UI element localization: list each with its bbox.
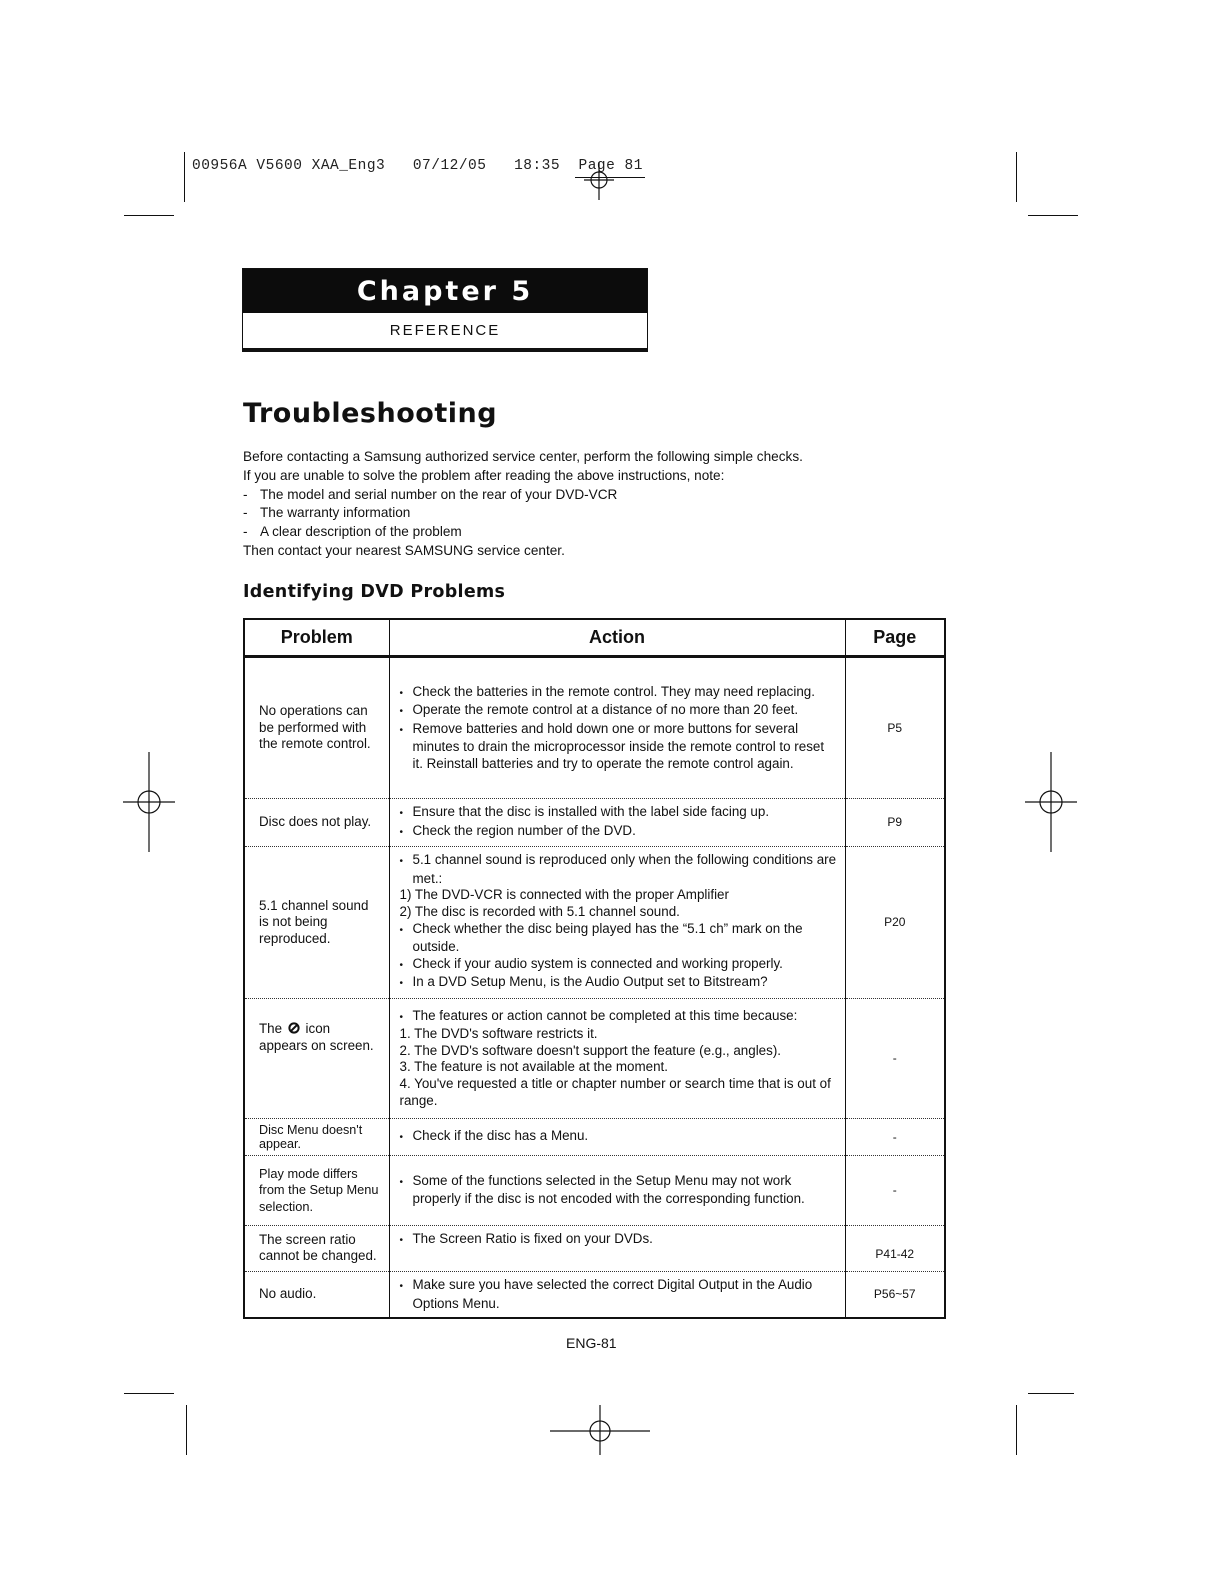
condition-item: 2) The disc is recorded with 5.1 channel sound. bbox=[399, 903, 680, 919]
action-item: • Some of the functions selected in the Setup Menu may not work properly if the disc is not encoded with the corresponding function. bbox=[400, 1173, 837, 1208]
action-item: • Check whether the disc being played has the “5.1 ch” mark on the outside. bbox=[400, 921, 837, 956]
problem-cell: No audio. bbox=[244, 1271, 389, 1318]
crop-mark bbox=[186, 1405, 187, 1455]
page-cell: P5 bbox=[845, 657, 945, 799]
chapter-banner bbox=[242, 268, 648, 352]
chapter-title: Chapter 5 bbox=[243, 269, 647, 313]
action-cell bbox=[389, 847, 845, 999]
action-item: • Check the region number of the DVD. bbox=[400, 823, 837, 842]
action-item: • Ensure that the disc is installed with the label side facing up. bbox=[400, 804, 837, 823]
crop-mark bbox=[124, 1393, 174, 1394]
registration-mark-left-icon bbox=[123, 752, 175, 852]
numbered-item: 1. The DVD's software restricts it. bbox=[399, 1026, 598, 1042]
column-header-action: Action bbox=[389, 619, 845, 657]
intro-text bbox=[243, 448, 883, 561]
page-cell: - bbox=[845, 1155, 945, 1225]
problem-cell: Disc Menu doesn't appear. bbox=[244, 1118, 389, 1155]
print-page-label: Page 81 bbox=[578, 158, 643, 174]
intro-line: If you are unable to solve the problem after reading the above instructions, note: bbox=[243, 467, 725, 483]
action-item: • The features or action cannot be completed at this time because: bbox=[400, 1008, 837, 1027]
action-cell bbox=[389, 657, 845, 799]
action-item: • The Screen Ratio is fixed on your DVDs. bbox=[400, 1231, 837, 1250]
action-item: • Remove batteries and hold down one or more buttons for several minutes to drain the microprocessor inside the remote control to reset it. Reinstall batteries and try to operate the remote control again. bbox=[400, 721, 837, 773]
table-row bbox=[244, 1118, 945, 1155]
crop-mark bbox=[1028, 215, 1078, 216]
action-cell bbox=[389, 998, 845, 1118]
page-cell: P20 bbox=[845, 847, 945, 999]
problem-text: icon appears on screen. bbox=[259, 1020, 374, 1053]
problem-cell bbox=[244, 998, 389, 1118]
intro-list-item: - The warranty information bbox=[243, 505, 411, 521]
intro-list-item: - A clear description of the problem bbox=[243, 524, 462, 540]
intro-line: Before contacting a Samsung authorized service center, perform the following simple checks. bbox=[243, 449, 803, 464]
action-item: • Check if your audio system is connected and working properly. bbox=[400, 956, 837, 975]
table-row bbox=[244, 799, 945, 847]
table-row bbox=[244, 998, 945, 1118]
print-job-header bbox=[192, 158, 643, 174]
action-cell bbox=[389, 1118, 845, 1155]
print-job-id: 00956A V5600 XAA_Eng3 bbox=[192, 158, 386, 174]
registration-mark-bottom-icon bbox=[550, 1405, 650, 1455]
page-cell: P41-42 bbox=[845, 1225, 945, 1271]
page-cell: - bbox=[845, 1118, 945, 1155]
crop-mark bbox=[1016, 152, 1017, 202]
intro-list-item: - The model and serial number on the rear of your DVD-VCR bbox=[243, 486, 618, 502]
action-item: • In a DVD Setup Menu, is the Audio Output set to Bitstream? bbox=[400, 974, 837, 993]
page-title: Troubleshooting bbox=[243, 398, 498, 429]
table-header-row bbox=[244, 619, 945, 657]
page-cell: - bbox=[845, 998, 945, 1118]
action-item: • Check the batteries in the remote control. They may need replacing. bbox=[400, 684, 837, 703]
table-row bbox=[244, 1155, 945, 1225]
problem-cell: Disc does not play. bbox=[244, 799, 389, 847]
troubleshooting-table bbox=[243, 618, 946, 1319]
numbered-item: 4. You've requested a title or chapter number or search time that is out of range. bbox=[399, 1076, 831, 1108]
problem-cell: No operations can be performed with the remote control. bbox=[259, 703, 371, 752]
page-number: ENG-81 bbox=[566, 1335, 617, 1351]
action-cell bbox=[389, 1225, 845, 1271]
action-item: • 5.1 channel sound is reproduced only when the following conditions are met.: bbox=[400, 852, 837, 887]
prohibited-icon bbox=[288, 1022, 300, 1034]
table-row bbox=[244, 1225, 945, 1271]
page-cell: P56~57 bbox=[845, 1271, 945, 1318]
action-cell bbox=[389, 1155, 845, 1225]
action-item: • Operate the remote control at a distance of no more than 20 feet. bbox=[400, 702, 837, 721]
print-time: 18:35 bbox=[514, 158, 561, 174]
column-header-problem: Problem bbox=[244, 619, 389, 657]
crop-mark bbox=[124, 215, 174, 216]
crop-mark bbox=[184, 152, 185, 202]
action-item: • Check if the disc has a Menu. bbox=[400, 1128, 837, 1147]
action-cell bbox=[389, 799, 845, 847]
registration-mark-top-icon bbox=[582, 160, 616, 202]
condition-item: 1) The DVD-VCR is connected with the proper Amplifier bbox=[399, 887, 729, 903]
table-row bbox=[244, 1271, 945, 1318]
chapter-subtitle: REFERENCE bbox=[243, 313, 647, 351]
problem-text: The bbox=[259, 1020, 283, 1036]
column-header-page: Page bbox=[845, 619, 945, 657]
crop-mark bbox=[1016, 1405, 1017, 1455]
print-date: 07/12/05 bbox=[412, 158, 487, 174]
problem-cell: 5.1 channel sound is not being reproduced. bbox=[244, 847, 389, 999]
crop-mark bbox=[1028, 1393, 1074, 1394]
numbered-item: 3. The feature is not available at the moment. bbox=[399, 1059, 668, 1075]
intro-line: Then contact your nearest SAMSUNG service center. bbox=[243, 542, 565, 558]
page-cell: P9 bbox=[845, 799, 945, 847]
action-cell bbox=[389, 1271, 845, 1318]
action-item: • Make sure you have selected the correct Digital Output in the Audio Options Menu. bbox=[400, 1277, 837, 1312]
problem-cell: Play mode differs from the Setup Menu selection. bbox=[244, 1155, 389, 1225]
table-row bbox=[244, 847, 945, 999]
problem-cell: The screen ratio cannot be changed. bbox=[244, 1225, 389, 1271]
table-row bbox=[244, 657, 945, 799]
registration-mark-right-icon bbox=[1025, 752, 1077, 852]
section-title: Identifying DVD Problems bbox=[243, 582, 506, 602]
numbered-item: 2. The DVD's software doesn't support the feature (e.g., angles). bbox=[399, 1042, 781, 1058]
